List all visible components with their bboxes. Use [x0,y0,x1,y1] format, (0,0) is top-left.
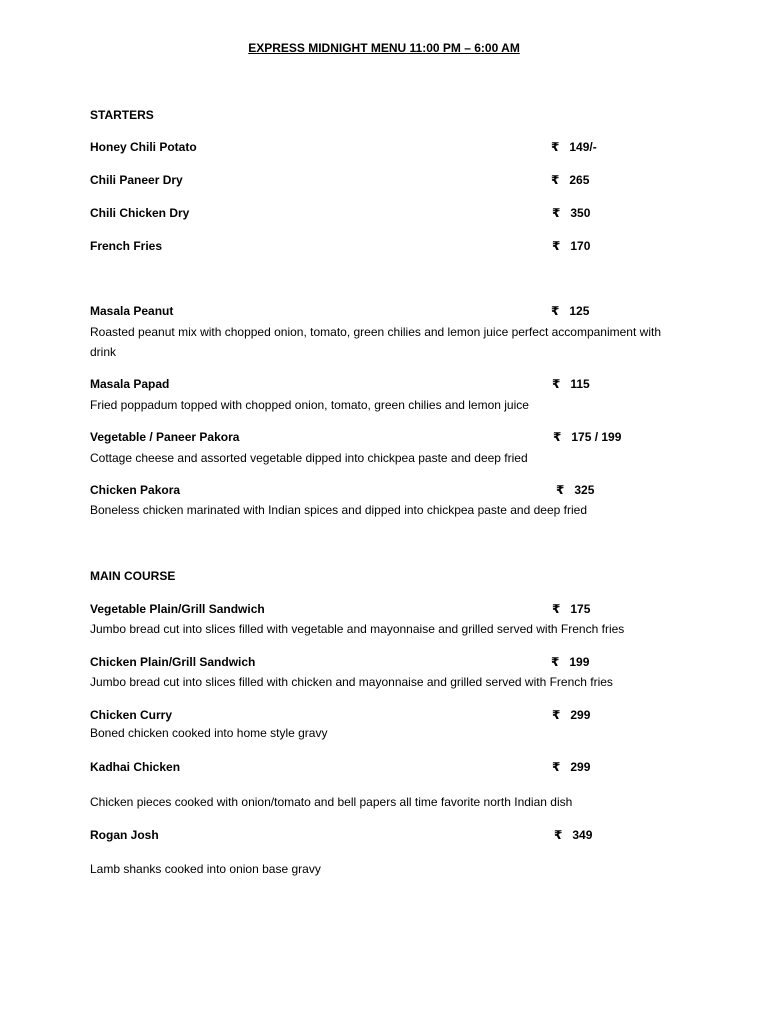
item-name-masala-papad: Masala Papad [90,377,170,391]
rupee-symbol: ₹ [551,655,560,669]
rupee-symbol: ₹ [552,239,561,253]
item-name-honey-chili-potato: Honey Chili Potato [90,140,197,154]
price-value: 325 [574,483,595,497]
price-value: 299 [570,708,591,722]
item-price-french-fries [552,239,590,253]
item-desc-masala-papad: Fried poppadum topped with chopped onion, tomato, green chilies and lemon juice [90,398,529,412]
item-name-rogan-josh: Rogan Josh [90,828,159,842]
section-heading-starters: STARTERS [90,108,154,122]
rupee-symbol: ₹ [552,760,561,774]
item-desc-masala-peanut: Roasted peanut mix with chopped onion, tomato, green chilies and lemon juice perfect accompaniment with drink [90,325,661,359]
item-name-french-fries: French Fries [90,239,163,253]
price-value: 149/- [569,140,597,154]
rupee-symbol: ₹ [552,206,561,220]
menu-title: EXPRESS MIDNIGHT MENU 11:00 PM – 6:00 AM [248,41,520,55]
item-price-honey-chili-potato [551,140,597,154]
rupee-symbol: ₹ [554,828,563,842]
price-value: 265 [569,173,590,187]
item-price-vegetable-sandwich [552,602,590,616]
rupee-symbol: ₹ [553,430,562,444]
item-price-rogan-josh [554,828,592,842]
rupee-symbol: ₹ [551,304,560,318]
item-name-kadhai-chicken: Kadhai Chicken [90,760,181,774]
item-desc-chicken-curry: Boned chicken cooked into home style gravy [90,726,328,740]
rupee-symbol: ₹ [551,173,560,187]
price-value: 125 [569,304,590,318]
price-value: 170 [570,239,591,253]
item-desc-vegetable-sandwich: Jumbo bread cut into slices filled with vegetable and mayonnaise and grilled served with French fries [90,622,625,636]
item-price-chili-paneer-dry [551,173,589,187]
item-price-chicken-curry [552,708,590,722]
rupee-symbol: ₹ [552,602,561,616]
item-name-chicken-curry: Chicken Curry [90,708,173,722]
price-value: 175 [570,602,591,616]
item-price-chicken-pakora [556,483,594,497]
price-value: 199 [569,655,590,669]
item-desc-chicken-pakora: Boneless chicken marinated with Indian spices and dipped into chickpea paste and deep fried [90,503,587,517]
section-heading-main-course: MAIN COURSE [90,569,176,583]
rupee-symbol: ₹ [552,377,561,391]
item-price-kadhai-chicken [552,760,590,774]
item-name-chili-paneer-dry: Chili Paneer Dry [90,173,183,187]
price-value: 299 [570,760,591,774]
item-price-chicken-sandwich [551,655,589,669]
price-value: 115 [570,377,590,391]
item-desc-chicken-sandwich: Jumbo bread cut into slices filled with chicken and mayonnaise and grilled served with French fries [90,675,613,689]
item-desc-kadhai-chicken: Chicken pieces cooked with onion/tomato and bell papers all time favorite north Indian dish [90,795,573,809]
item-name-vegetable-sandwich: Vegetable Plain/Grill Sandwich [90,602,265,616]
price-value: 350 [570,206,591,220]
item-desc-vegetable-paneer-pakora: Cottage cheese and assorted vegetable dipped into chickpea paste and deep fried [90,451,528,465]
item-name-chicken-sandwich: Chicken Plain/Grill Sandwich [90,655,256,669]
item-name-chicken-pakora: Chicken Pakora [90,483,181,497]
item-price-masala-papad [552,377,590,391]
rupee-symbol: ₹ [552,708,561,722]
item-price-vegetable-paneer-pakora [553,430,621,444]
item-price-chili-chicken-dry [552,206,590,220]
item-name-vegetable-paneer-pakora: Vegetable / Paneer Pakora [90,430,240,444]
item-price-masala-peanut [551,304,589,318]
rupee-symbol: ₹ [556,483,565,497]
price-value: 175 / 199 [571,430,622,444]
item-name-masala-peanut: Masala Peanut [90,304,174,318]
price-value: 349 [572,828,593,842]
rupee-symbol: ₹ [551,140,560,154]
item-desc-rogan-josh: Lamb shanks cooked into onion base gravy [90,862,321,876]
item-name-chili-chicken-dry: Chili Chicken Dry [90,206,190,220]
